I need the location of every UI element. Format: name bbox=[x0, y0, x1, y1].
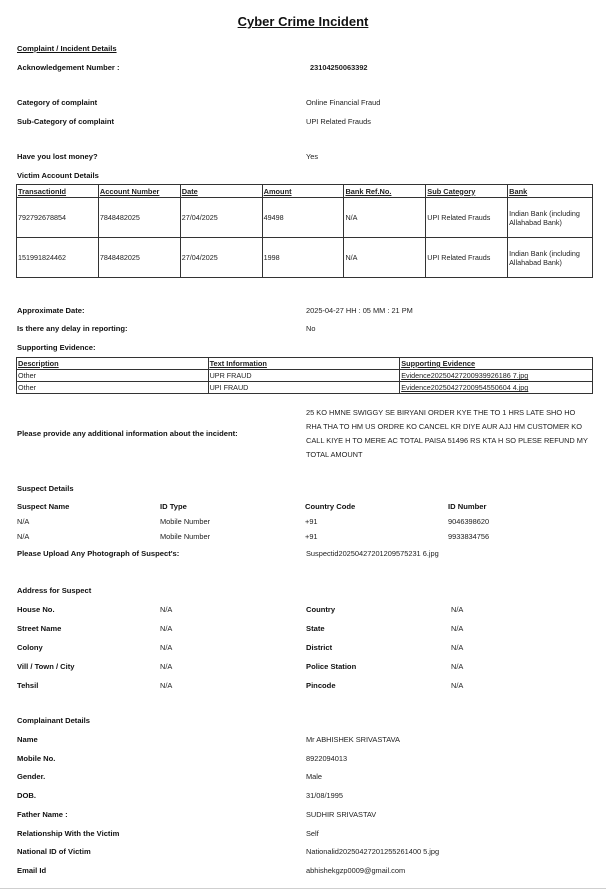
suspect-section-label: Suspect Details bbox=[17, 484, 74, 493]
suspect-name: N/A bbox=[17, 532, 30, 541]
cell-description: Other bbox=[17, 370, 209, 382]
address-label-tehsil: Tehsil bbox=[17, 681, 39, 690]
suspect-col-id-type: ID Type bbox=[160, 502, 187, 511]
cell-transaction-id: 792792678854 bbox=[17, 198, 99, 238]
complainant-value-mobile: 8922094013 bbox=[306, 754, 348, 763]
lost-money-label: Have you lost money? bbox=[17, 152, 98, 161]
additional-info-label: Please provide any additional information about the incident: bbox=[17, 429, 238, 438]
cell-bank: Indian Bank (including Allahabad Bank) bbox=[508, 238, 593, 278]
complainant-label-father: Father Name : bbox=[17, 810, 68, 819]
complainant-label-gender: Gender. bbox=[17, 772, 46, 781]
complainant-value-name: Mr ABHISHEK SRIVASTAVA bbox=[306, 735, 400, 744]
table-row bbox=[17, 238, 593, 278]
subcategory-value: UPI Related Frauds bbox=[306, 117, 371, 126]
col-header: Supporting Evidence bbox=[400, 358, 593, 370]
address-label-pincode: Pincode bbox=[306, 681, 336, 690]
suspect-col-id-number: ID Number bbox=[448, 502, 487, 511]
cell-sub-category: UPI Related Frauds bbox=[426, 198, 508, 238]
suspect-id-type: Mobile Number bbox=[160, 517, 211, 526]
suspect-col-name: Suspect Name bbox=[17, 502, 70, 511]
evidence-file-link[interactable]: Evidence20250427200954550604 4.jpg bbox=[400, 382, 593, 394]
complainant-label-dob: DOB. bbox=[17, 791, 36, 800]
cell-bank: Indian Bank (including Allahabad Bank) bbox=[508, 198, 593, 238]
col-header: Account Number bbox=[98, 185, 180, 198]
suspect-name: N/A bbox=[17, 517, 30, 526]
cell-text-info: UPR FRAUD bbox=[208, 370, 400, 382]
suspect-photo-link[interactable]: Suspectid20250427201209575231 6.jpg bbox=[306, 549, 439, 558]
col-header: Sub Category bbox=[426, 185, 508, 198]
complainant-label-email: Email Id bbox=[17, 866, 47, 875]
additional-info-value: 25 KO HMNE SWIGGY SE BIRYANI ORDER KYE THE TO 1 HRS LATE SHO HO RHA THA TO HM US ORDRE KO CANCEL KR DIYE AUR AJJ HM CUSTOMER KO CALL KIYE H TO MERE AC TOTAL PAISA 51496 RS KTA H SO PLESE REFUND MY TOTAL AMOUNT bbox=[306, 408, 588, 459]
suspect-id-number: 9933834756 bbox=[448, 532, 490, 541]
complainant-label-national-id: National ID of Victim bbox=[17, 847, 91, 856]
address-label-police-station: Police Station bbox=[306, 662, 357, 671]
cell-amount: 1998 bbox=[262, 238, 344, 278]
address-value-district: N/A bbox=[451, 643, 464, 652]
complainant-value-national-id[interactable]: Nationalid20250427201255261400 5.jpg bbox=[306, 847, 440, 856]
address-value-house: N/A bbox=[160, 605, 173, 614]
address-label-colony: Colony bbox=[17, 643, 43, 652]
complainant-label-relationship: Relationship With the Victim bbox=[17, 829, 120, 838]
complainant-value-relationship: Self bbox=[306, 829, 319, 838]
suspect-id-type: Mobile Number bbox=[160, 532, 211, 541]
address-value-state: N/A bbox=[451, 624, 464, 633]
address-section-label: Address for Suspect bbox=[17, 586, 92, 595]
address-value-pincode: N/A bbox=[451, 681, 464, 690]
complainant-value-gender: Male bbox=[306, 772, 323, 781]
address-label-district: District bbox=[306, 643, 333, 652]
complainant-value-email[interactable]: abhishekgzp0009@gmail.com bbox=[306, 866, 406, 875]
suspect-country-code: +91 bbox=[305, 517, 318, 526]
address-label-state: State bbox=[306, 624, 325, 633]
table-row bbox=[17, 382, 593, 394]
complainant-value-father: SUDHIR SRIVASTAV bbox=[306, 810, 377, 819]
address-value-police-station: N/A bbox=[451, 662, 464, 671]
address-label-house: House No. bbox=[17, 605, 55, 614]
approx-date-label: Approximate Date: bbox=[17, 306, 85, 315]
address-label-street: Street Name bbox=[17, 624, 62, 633]
address-value-city: N/A bbox=[160, 662, 173, 671]
col-header: Bank bbox=[508, 185, 593, 198]
lost-money-value: Yes bbox=[306, 152, 319, 161]
table-row bbox=[17, 370, 593, 382]
address-value-country: N/A bbox=[451, 605, 464, 614]
cell-bank-ref: N/A bbox=[344, 198, 426, 238]
category-label: Category of complaint bbox=[17, 98, 98, 107]
cell-text-info: UPI FRAUD bbox=[208, 382, 400, 394]
page-bottom-divider bbox=[0, 888, 606, 889]
approx-date-value: 2025-04-27 HH : 05 MM : 21 PM bbox=[306, 306, 413, 315]
col-header: TransactionId bbox=[17, 185, 99, 198]
complainant-label-name: Name bbox=[17, 735, 38, 744]
address-value-street: N/A bbox=[160, 624, 173, 633]
cell-description: Other bbox=[17, 382, 209, 394]
cell-date: 27/04/2025 bbox=[180, 238, 262, 278]
category-value: Online Financial Fraud bbox=[306, 98, 381, 107]
col-header: Description bbox=[17, 358, 209, 370]
subcategory-label: Sub-Category of complaint bbox=[17, 117, 115, 126]
col-header: Date bbox=[180, 185, 262, 198]
col-header: Bank Ref.No. bbox=[344, 185, 426, 198]
complaint-section-label: Complaint / Incident Details bbox=[17, 44, 117, 53]
cell-account-number: 7848482025 bbox=[98, 238, 180, 278]
table-row bbox=[17, 198, 593, 238]
suspect-photo-label: Please Upload Any Photograph of Suspect's: bbox=[17, 549, 180, 558]
col-header: Text Information bbox=[208, 358, 400, 370]
address-value-colony: N/A bbox=[160, 643, 173, 652]
cell-date: 27/04/2025 bbox=[180, 198, 262, 238]
evidence-table bbox=[16, 357, 593, 394]
cell-sub-category: UPI Related Frauds bbox=[426, 238, 508, 278]
complainant-section-label: Complainant Details bbox=[17, 716, 90, 725]
victim-table-header-row bbox=[17, 185, 593, 198]
address-label-city: Vill / Town / City bbox=[17, 662, 75, 671]
complainant-label-mobile: Mobile No. bbox=[17, 754, 56, 763]
evidence-label: Supporting Evidence: bbox=[17, 343, 96, 352]
cell-amount: 49498 bbox=[262, 198, 344, 238]
address-value-tehsil: N/A bbox=[160, 681, 173, 690]
address-label-country: Country bbox=[306, 605, 336, 614]
victim-accounts-table bbox=[16, 184, 593, 278]
delay-value: No bbox=[306, 324, 316, 333]
document-title: Cyber Crime Incident bbox=[237, 14, 369, 29]
evidence-file-link[interactable]: Evidence20250427200939926186 7.jpg bbox=[400, 370, 593, 382]
evidence-header-row bbox=[17, 358, 593, 370]
victim-accounts-label: Victim Account Details bbox=[17, 171, 99, 180]
suspect-col-country-code: Country Code bbox=[305, 502, 356, 511]
cell-account-number: 7848482025 bbox=[98, 198, 180, 238]
cell-bank-ref: N/A bbox=[344, 238, 426, 278]
suspect-country-code: +91 bbox=[305, 532, 318, 541]
ack-label: Acknowledgement Number : bbox=[17, 63, 120, 72]
col-header: Amount bbox=[262, 185, 344, 198]
delay-label: Is there any delay in reporting: bbox=[17, 324, 128, 333]
suspect-id-number: 9046398620 bbox=[448, 517, 490, 526]
cell-transaction-id: 151991824462 bbox=[17, 238, 99, 278]
complainant-value-dob: 31/08/1995 bbox=[306, 791, 343, 800]
ack-value: 23104250063392 bbox=[310, 63, 368, 72]
